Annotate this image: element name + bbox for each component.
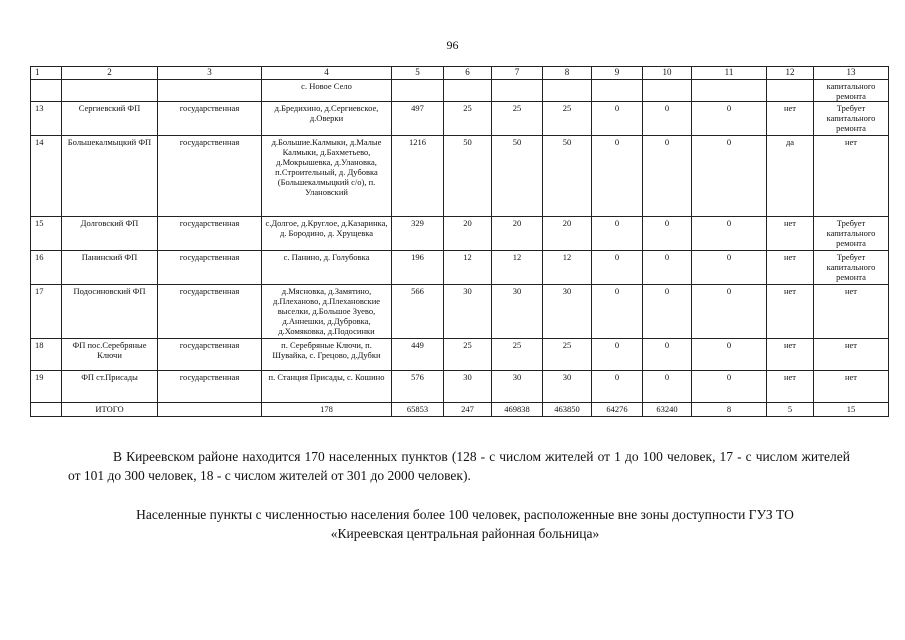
table-cell: 0 [592, 251, 643, 285]
table-cell: 25 [543, 339, 592, 371]
table-cell: 25 [444, 339, 492, 371]
health-posts-table [30, 66, 888, 417]
table-cell [392, 80, 444, 102]
table-cell: 566 [392, 285, 444, 339]
table-cell: нет [767, 371, 814, 403]
table-cell: 14 [31, 136, 62, 217]
table-cell: 10 [643, 67, 692, 80]
table-cell: 449 [392, 339, 444, 371]
table-cell: нет [814, 136, 889, 217]
table-cell: 12 [444, 251, 492, 285]
table-cell: 8 [692, 403, 767, 417]
table-cell [492, 80, 543, 102]
table-cell: государственная [158, 339, 262, 371]
table-cell: 9 [592, 67, 643, 80]
table-cell: 12 [492, 251, 543, 285]
table-cell [158, 403, 262, 417]
table-cell: 25 [492, 102, 543, 136]
table-cell: 0 [592, 136, 643, 217]
table-cell: 11 [692, 67, 767, 80]
table-row [31, 371, 889, 403]
table-cell: 50 [543, 136, 592, 217]
table-cell: 2 [62, 67, 158, 80]
table-body [31, 67, 889, 417]
table-cell: 7 [492, 67, 543, 80]
table-cell: п. Серебряные Ключи, п. Шувайка, с. Грецово, д.Дубки [262, 339, 392, 371]
table-cell: 50 [444, 136, 492, 217]
table-cell: нет [767, 251, 814, 285]
table-cell: 0 [692, 285, 767, 339]
table-cell: Сергиевский ФП [62, 102, 158, 136]
table-cell: 12 [767, 67, 814, 80]
table-cell: нет [767, 285, 814, 339]
table-row [31, 136, 889, 217]
table-cell: ИТОГО [62, 403, 158, 417]
table-cell: 18 [31, 339, 62, 371]
table-cell: государственная [158, 285, 262, 339]
table-cell: Панинский ФП [62, 251, 158, 285]
table-cell: 0 [643, 285, 692, 339]
table-cell: 20 [444, 217, 492, 251]
table-cell: государственная [158, 371, 262, 403]
table-cell: 0 [592, 371, 643, 403]
table-cell: капитального ремонта [814, 80, 889, 102]
table-cell: 0 [692, 217, 767, 251]
table-cell [444, 80, 492, 102]
table-cell: да [767, 136, 814, 217]
table-cell [158, 80, 262, 102]
table-row [31, 102, 889, 136]
table-cell: нет [814, 371, 889, 403]
table-row [31, 339, 889, 371]
table-cell: 25 [444, 102, 492, 136]
table-cell: с. Панино, д. Голубовка [262, 251, 392, 285]
table-cell: 463850 [543, 403, 592, 417]
table-cell: п. Станция Присады, с. Кошино [262, 371, 392, 403]
table-cell: 469838 [492, 403, 543, 417]
table-cell: ФП ст.Присады [62, 371, 158, 403]
table-cell: 30 [444, 285, 492, 339]
table-cell: государственная [158, 102, 262, 136]
table-cell: 19 [31, 371, 62, 403]
table-cell [767, 80, 814, 102]
table-cell: 0 [643, 339, 692, 371]
table-cell: 13 [31, 102, 62, 136]
table-total-row [31, 403, 889, 417]
table-cell: нет [767, 217, 814, 251]
table-cell: 0 [692, 136, 767, 217]
table-cell: 0 [643, 371, 692, 403]
table-cell: д.Мясновка, д.Замятино, д.Плеханово, д.Плехановские выселки, д.Большое Зуево, д.Аннешки, д.Дубровка, д.Хомяковка, д.Подосинки [262, 285, 392, 339]
table-cell [31, 80, 62, 102]
table-cell [592, 80, 643, 102]
page-number: 96 [446, 38, 459, 52]
table-cell: Подосиновский ФП [62, 285, 158, 339]
table-row [31, 80, 889, 102]
table-cell: Долговский ФП [62, 217, 158, 251]
table-cell: 0 [643, 217, 692, 251]
table-cell: 0 [643, 251, 692, 285]
table-cell: 0 [592, 339, 643, 371]
table-cell: 5 [767, 403, 814, 417]
table-cell: 4 [262, 67, 392, 80]
table-cell: 50 [492, 136, 543, 217]
heading-line-2: «Киреевская центральная районная больница» [330, 526, 600, 541]
table-cell: 247 [444, 403, 492, 417]
table-cell: 0 [592, 285, 643, 339]
table-cell: 0 [643, 102, 692, 136]
table-cell [62, 80, 158, 102]
table-cell: с. Новое Село [262, 80, 392, 102]
paragraph-heading [80, 505, 850, 543]
table-cell: государственная [158, 136, 262, 217]
table-cell: нет [814, 339, 889, 371]
table-cell: 8 [543, 67, 592, 80]
table-cell: 30 [543, 371, 592, 403]
table-cell: 6 [444, 67, 492, 80]
table-cell: 15 [814, 403, 889, 417]
table-cell: нет [767, 339, 814, 371]
table-cell: 497 [392, 102, 444, 136]
table-cell: 30 [543, 285, 592, 339]
table-cell: 0 [592, 217, 643, 251]
table-row [31, 217, 889, 251]
table-cell: Требует капитального ремонта [814, 217, 889, 251]
table-cell: нет [767, 102, 814, 136]
table-cell: 63240 [643, 403, 692, 417]
table-cell: 30 [492, 285, 543, 339]
table-cell: 178 [262, 403, 392, 417]
table-cell: 1216 [392, 136, 444, 217]
table-cell: 0 [643, 136, 692, 217]
table-cell: нет [814, 285, 889, 339]
table-cell [692, 80, 767, 102]
table-cell: 30 [444, 371, 492, 403]
table-cell: д.Бредихино, д.Сергиевское, д.Оверки [262, 102, 392, 136]
table-cell: с.Долгое, д.Круглое, д.Казаринка, д. Бородино, д. Хрущевка [262, 217, 392, 251]
table-cell: 17 [31, 285, 62, 339]
table-cell: 65853 [392, 403, 444, 417]
table-cell: Требует капитального ремонта [814, 251, 889, 285]
table-cell: 20 [543, 217, 592, 251]
table-cell: 1 [31, 67, 62, 80]
table-cell: Большекалмыцкий ФП [62, 136, 158, 217]
table-cell [543, 80, 592, 102]
table-cell: 0 [692, 102, 767, 136]
table-cell: 25 [492, 339, 543, 371]
table-cell: 20 [492, 217, 543, 251]
table-header-row [31, 67, 889, 80]
table-cell: 0 [692, 251, 767, 285]
table-cell: 15 [31, 217, 62, 251]
table-cell: 329 [392, 217, 444, 251]
table-cell: Требует капитального ремонта [814, 102, 889, 136]
table-cell: д.Большие.Калмыки, д.Малые Калмыки, д.Бахметьево, д.Мокрышевка, д.Улановка, п.Строительный, д. Дубовка (Большекалмыцкий с/о), п. Улановский [262, 136, 392, 217]
table-cell: 3 [158, 67, 262, 80]
table-cell: 0 [692, 371, 767, 403]
table-cell: 30 [492, 371, 543, 403]
table-cell [643, 80, 692, 102]
table-cell [31, 403, 62, 417]
table-cell: 196 [392, 251, 444, 285]
health-posts-table-grid [30, 66, 889, 417]
table-cell: 12 [543, 251, 592, 285]
table-cell: 16 [31, 251, 62, 285]
table-cell: 0 [692, 339, 767, 371]
table-cell: 5 [392, 67, 444, 80]
table-cell: 0 [592, 102, 643, 136]
heading-line-1: Населенные пункты с численностью населения более 100 человек, расположенные вне зоны доступности ГУЗ ТО [136, 507, 794, 522]
table-cell: государственная [158, 217, 262, 251]
table-row [31, 285, 889, 339]
table-cell: государственная [158, 251, 262, 285]
table-cell: 13 [814, 67, 889, 80]
paragraph-settlements-count: В Киреевском районе находится 170 населенных пунктов (128 - с числом жителей от 1 до 100 человек, 17 - с числом жителей от 101 до 300 человек, 18 - с числом жителей от 301 до 2000 человек). [68, 449, 850, 483]
table-cell: ФП пос.Серебряные Ключи [62, 339, 158, 371]
table-cell: 25 [543, 102, 592, 136]
table-cell: 64276 [592, 403, 643, 417]
table-row [31, 251, 889, 285]
table-cell: 576 [392, 371, 444, 403]
